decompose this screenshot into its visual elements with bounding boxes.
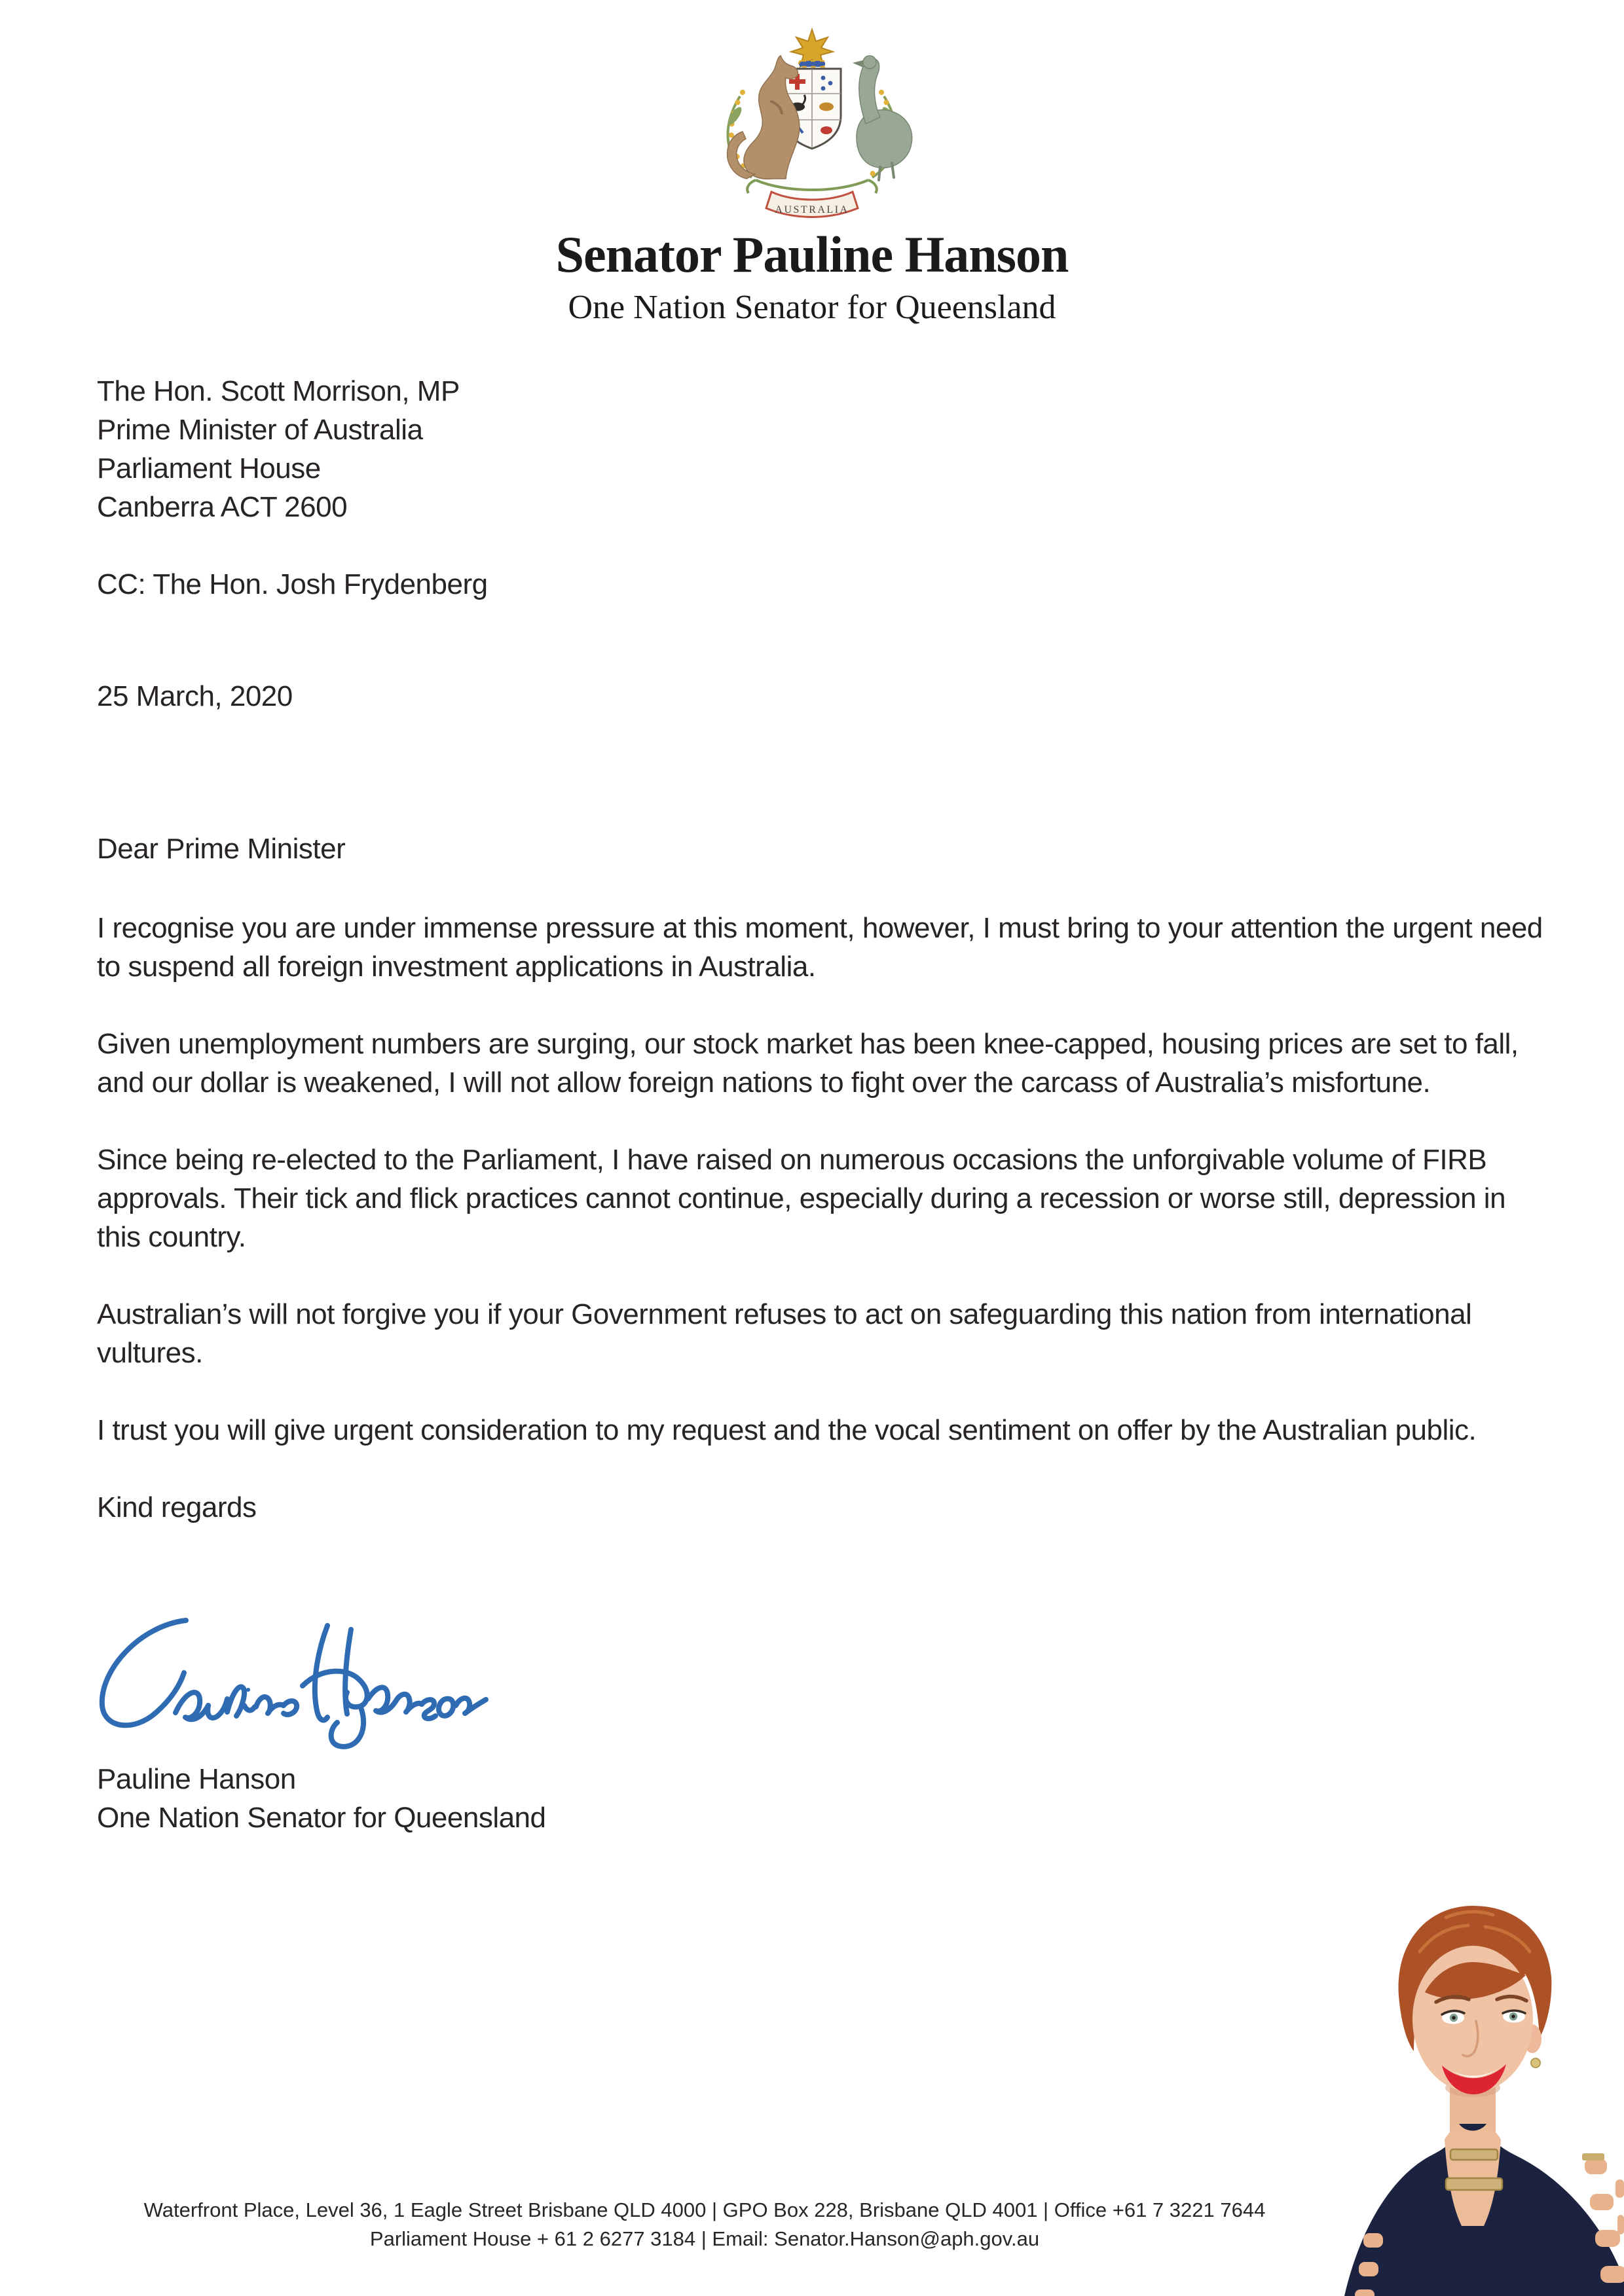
base-vine — [756, 180, 868, 190]
recipient-line: The Hon. Scott Morrison, MP — [97, 375, 460, 407]
footer-line-2: Parliament House + 61 2 6277 3184 | Email: Senator.Hanson@aph.gov.au — [369, 2227, 1040, 2250]
body-paragraph: I trust you will give urgent consideration to my request and the vocal sentiment on offer by the Australian public. — [97, 1414, 1477, 1446]
signoff-block — [97, 1760, 546, 1837]
body-paragraph: Australian’s will not forgive you if your Government refuses to act on safeguarding this nation from international vultures. — [97, 1298, 1472, 1369]
recipient-line: Canberra ACT 2600 — [97, 491, 348, 523]
letterhead-title: Senator Pauline Hanson — [555, 226, 1069, 283]
earring — [1531, 2058, 1540, 2068]
ribbon-text: AUSTRALIA — [775, 204, 849, 215]
cc-line: CC: The Hon. Josh Frydenberg — [97, 568, 488, 600]
gold-clasp-top — [1450, 2149, 1498, 2160]
crest-wreath — [799, 61, 825, 67]
letter-date: 25 March, 2020 — [97, 680, 293, 712]
body-paragraph: I recognise you are under immense pressure at this moment, however, I must bring to your attention the urgent need to suspend all foreign investment applications in Australia. — [97, 912, 1543, 983]
sender-name: Pauline Hanson — [97, 1763, 296, 1795]
body-paragraph: Given unemployment numbers are surging, our stock market has been knee-capped, housing prices are set to fall, and our dollar is weakened, I will not allow foreign nations to fight over the carcass of Australia’s misfortune. — [97, 1028, 1519, 1099]
pauline-hanson-signature — [86, 1607, 496, 1757]
australian-coat-of-arms — [694, 24, 930, 221]
letterhead-subtitle: One Nation Senator for Queensland — [568, 289, 1056, 326]
gold-clasp-bottom — [1446, 2178, 1502, 2190]
recipient-line: Prime Minister of Australia — [97, 414, 423, 446]
emu-silhouette — [853, 56, 912, 180]
valediction: Kind regards — [97, 1491, 257, 1523]
recipient-address-block — [97, 372, 488, 604]
sender-role: One Nation Senator for Queensland — [97, 1802, 546, 1834]
salutation: Dear Prime Minister — [97, 833, 346, 865]
gold-sleeve-bar — [1582, 2153, 1604, 2160]
footer-line-1: Waterfront Place, Level 36, 1 Eagle Street Brisbane QLD 4000 | GPO Box 228, Brisbane QLD 4001 | Office +61 7 3221 7644 — [143, 2198, 1266, 2221]
body-paragraph: Since being re-elected to the Parliament, I have raised on numerous occasions the unforgivable volume of FIRB approvals. Their tick and flick practices cannot continue, especially during a recession or worse still, depression in this country. — [97, 1144, 1506, 1253]
footer-contact — [0, 2196, 1409, 2253]
recipient-line: Parliament House — [97, 452, 321, 484]
letter-body — [97, 909, 1554, 1565]
